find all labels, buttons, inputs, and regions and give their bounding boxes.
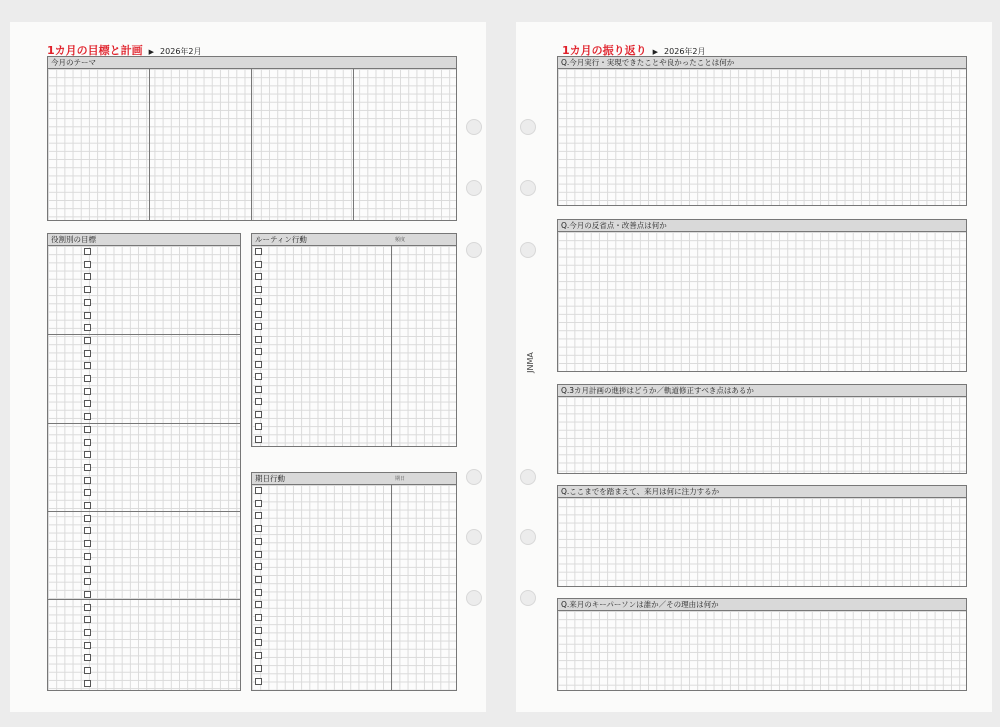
monthly-plan-title: 1カ月の目標と計画 bbox=[47, 44, 143, 57]
checkbox[interactable] bbox=[255, 248, 262, 255]
checkbox[interactable] bbox=[84, 629, 91, 636]
brand-side-label: JNMA bbox=[525, 352, 535, 373]
question-5-header: Q.来月のキーパーソンは誰か／その理由は何か bbox=[558, 599, 966, 611]
checkbox[interactable] bbox=[84, 426, 91, 433]
checkbox[interactable] bbox=[255, 286, 262, 293]
checkbox[interactable] bbox=[84, 680, 91, 687]
theme-grid[interactable] bbox=[48, 69, 456, 220]
checkbox[interactable] bbox=[84, 286, 91, 293]
checkbox[interactable] bbox=[84, 248, 91, 255]
binder-hole bbox=[520, 590, 536, 606]
checkbox[interactable] bbox=[84, 540, 91, 547]
binder-hole bbox=[466, 180, 482, 196]
checkbox[interactable] bbox=[84, 337, 91, 344]
question-4-header: Q.ここまでを踏まえて、来月は何に注力するか bbox=[558, 486, 966, 498]
review-date: 2026年2月 bbox=[664, 47, 706, 56]
checkbox[interactable] bbox=[255, 665, 262, 672]
checkbox[interactable] bbox=[84, 400, 91, 407]
checkbox[interactable] bbox=[84, 489, 91, 496]
checkbox[interactable] bbox=[255, 298, 262, 305]
role-section-divider bbox=[48, 599, 240, 600]
checkbox[interactable] bbox=[84, 591, 91, 598]
monthly-review-title: 1カ月の振り返り bbox=[562, 44, 647, 57]
checkbox[interactable] bbox=[255, 627, 262, 634]
question-box-4[interactable] bbox=[557, 485, 967, 587]
deadline-header bbox=[252, 473, 456, 485]
checkbox[interactable] bbox=[255, 589, 262, 596]
roles-header: 役割別の目標 bbox=[48, 234, 240, 246]
role-section-divider bbox=[48, 423, 240, 424]
checkbox[interactable] bbox=[84, 273, 91, 280]
question-1-header: Q.今月実行・実現できたことや良かったことは何か bbox=[558, 57, 966, 69]
checkbox[interactable] bbox=[255, 323, 262, 330]
theme-divider bbox=[353, 69, 354, 220]
checkbox[interactable] bbox=[255, 436, 262, 443]
checkbox[interactable] bbox=[255, 576, 262, 583]
checkbox[interactable] bbox=[84, 350, 91, 357]
question-box-5[interactable] bbox=[557, 598, 967, 691]
routine-grid[interactable] bbox=[252, 246, 456, 446]
binder-hole bbox=[466, 590, 482, 606]
checkbox[interactable] bbox=[255, 311, 262, 318]
checkbox[interactable] bbox=[255, 538, 262, 545]
checkbox[interactable] bbox=[255, 678, 262, 685]
binder-hole bbox=[520, 119, 536, 135]
binder-hole bbox=[520, 242, 536, 258]
checkbox[interactable] bbox=[84, 451, 91, 458]
checkbox[interactable] bbox=[84, 642, 91, 649]
checkbox[interactable] bbox=[255, 336, 262, 343]
role-section-divider bbox=[48, 511, 240, 512]
checkbox[interactable] bbox=[255, 386, 262, 393]
deadline-date-label: 期日 bbox=[395, 476, 406, 482]
role-section-divider bbox=[48, 334, 240, 335]
checkbox[interactable] bbox=[255, 512, 262, 519]
theme-box[interactable] bbox=[47, 56, 457, 221]
checkbox[interactable] bbox=[255, 500, 262, 507]
checkbox[interactable] bbox=[84, 604, 91, 611]
checkbox[interactable] bbox=[84, 261, 91, 268]
checkbox[interactable] bbox=[84, 654, 91, 661]
routine-divider bbox=[391, 246, 392, 446]
checkbox[interactable] bbox=[255, 525, 262, 532]
checkbox[interactable] bbox=[84, 464, 91, 471]
checkbox[interactable] bbox=[255, 361, 262, 368]
checkbox[interactable] bbox=[255, 273, 262, 280]
theme-header: 今月のテーマ bbox=[48, 57, 456, 69]
roles-grid[interactable] bbox=[48, 246, 240, 690]
checkbox[interactable] bbox=[255, 652, 262, 659]
routine-title: ルーティン行動 bbox=[255, 235, 307, 244]
checkbox[interactable] bbox=[84, 299, 91, 306]
question-1-grid[interactable] bbox=[558, 69, 966, 205]
theme-divider bbox=[251, 69, 252, 220]
question-3-header: Q.3カ月計画の進捗はどうか／軌道修正すべき点はあるか bbox=[558, 385, 966, 397]
checkbox[interactable] bbox=[255, 614, 262, 621]
checkbox[interactable] bbox=[84, 578, 91, 585]
deadline-title: 期日行動 bbox=[255, 474, 285, 483]
question-2-grid[interactable] bbox=[558, 232, 966, 371]
question-box-2[interactable] bbox=[557, 219, 967, 372]
question-box-3[interactable] bbox=[557, 384, 967, 474]
binder-hole bbox=[466, 529, 482, 545]
binder-hole bbox=[520, 469, 536, 485]
question-2-header: Q.今月の反省点・改善点は何か bbox=[558, 220, 966, 232]
checkbox[interactable] bbox=[255, 411, 262, 418]
question-3-grid[interactable] bbox=[558, 397, 966, 473]
checkbox[interactable] bbox=[84, 515, 91, 522]
right-page bbox=[516, 22, 992, 712]
checkbox[interactable] bbox=[255, 487, 262, 494]
deadline-divider bbox=[391, 485, 392, 690]
checkbox[interactable] bbox=[255, 639, 262, 646]
checkbox[interactable] bbox=[255, 398, 262, 405]
checkbox[interactable] bbox=[255, 261, 262, 268]
checkbox[interactable] bbox=[255, 563, 262, 570]
checkbox[interactable] bbox=[255, 423, 262, 430]
binder-hole bbox=[466, 469, 482, 485]
deadline-grid[interactable] bbox=[252, 485, 456, 690]
plan-date: 2026年2月 bbox=[160, 47, 202, 56]
checkbox[interactable] bbox=[84, 616, 91, 623]
routine-header bbox=[252, 234, 456, 246]
arrow-icon: ▶ bbox=[652, 48, 659, 56]
checkbox[interactable] bbox=[255, 348, 262, 355]
checkbox[interactable] bbox=[255, 601, 262, 608]
checkbox[interactable] bbox=[84, 553, 91, 560]
checkbox[interactable] bbox=[84, 413, 91, 420]
checkbox[interactable] bbox=[84, 667, 91, 674]
checkbox[interactable] bbox=[84, 362, 91, 369]
checkbox[interactable] bbox=[84, 312, 91, 319]
question-box-1[interactable] bbox=[557, 56, 967, 206]
checkbox[interactable] bbox=[255, 373, 262, 380]
theme-divider bbox=[149, 69, 150, 220]
binder-hole bbox=[520, 180, 536, 196]
arrow-icon: ▶ bbox=[148, 48, 155, 56]
checkbox[interactable] bbox=[84, 375, 91, 382]
checkbox[interactable] bbox=[84, 502, 91, 509]
left-page bbox=[10, 22, 486, 712]
routine-box[interactable] bbox=[251, 233, 457, 447]
checkbox[interactable] bbox=[84, 566, 91, 573]
checkbox[interactable] bbox=[84, 324, 91, 331]
binder-hole bbox=[466, 242, 482, 258]
checkbox[interactable] bbox=[84, 527, 91, 534]
deadline-box[interactable] bbox=[251, 472, 457, 691]
checkbox[interactable] bbox=[84, 477, 91, 484]
roles-goals-box[interactable] bbox=[47, 233, 241, 691]
checkbox[interactable] bbox=[255, 551, 262, 558]
checkbox[interactable] bbox=[84, 439, 91, 446]
binder-hole bbox=[466, 119, 482, 135]
checkbox[interactable] bbox=[84, 388, 91, 395]
binder-hole bbox=[520, 529, 536, 545]
routine-frequency-label: 頻度 bbox=[395, 237, 406, 243]
question-4-grid[interactable] bbox=[558, 498, 966, 586]
question-5-grid[interactable] bbox=[558, 611, 966, 690]
